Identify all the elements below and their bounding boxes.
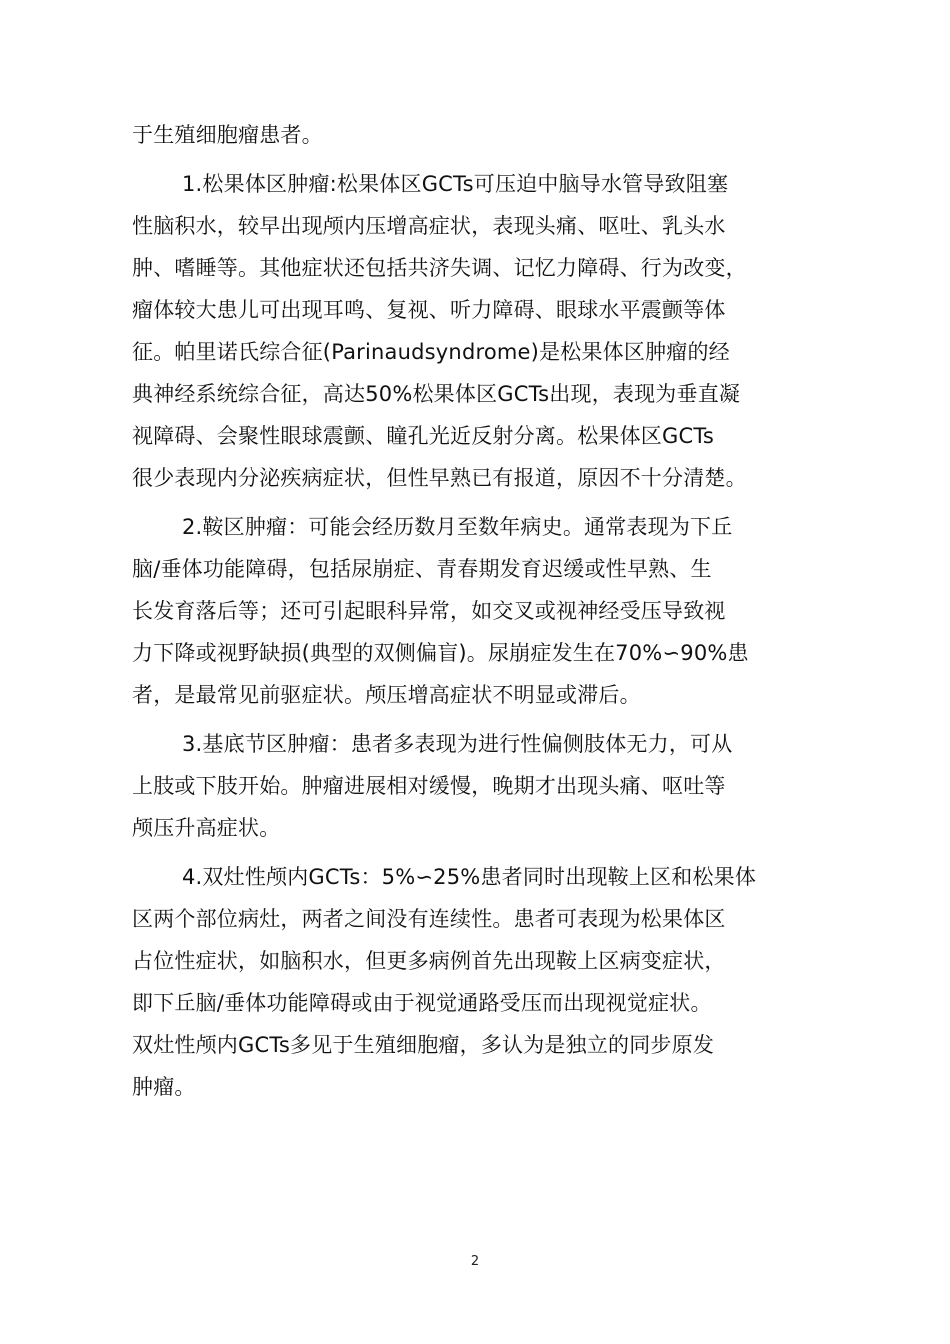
text-line: 典神经系统综合征，高达50%松果体区GCTs出现，表现为垂直凝 xyxy=(132,382,741,406)
text-line: 颅压升高症状。 xyxy=(132,816,281,840)
document-body xyxy=(132,114,822,1115)
paragraph-bifocal xyxy=(132,856,822,1108)
text-line: 性脑积水，较早出现颅内压增高症状，表现头痛、呕吐、乳头水 xyxy=(132,214,726,238)
text-line: 1.松果体区肿瘤:松果体区GCTs可压迫中脑导水管导致阻塞 xyxy=(182,172,729,196)
text-line: 3.基底节区肿瘤：患者多表现为进行性偏侧肢体无力，可从 xyxy=(182,732,733,756)
page-number: 2 xyxy=(470,1254,480,1269)
text-line: 占位性症状，如脑积水，但更多病例首先出现鞍上区病变症状， xyxy=(132,949,726,973)
text-line: 长发育落后等；还可引起眼科异常，如交叉或视神经受压导致视 xyxy=(132,599,726,623)
text-line: 脑/垂体功能障碍，包括尿崩症、青春期发育迟缓或性早熟、生 xyxy=(132,557,712,581)
text-line: 者，是最常见前驱症状。颅压增高症状不明显或滞后。 xyxy=(132,683,641,707)
text-line: 区两个部位病灶，两者之间没有连续性。患者可表现为松果体区 xyxy=(132,907,726,931)
text-line: 双灶性颅内GCTs多见于生殖细胞瘤，多认为是独立的同步原发 xyxy=(132,1033,715,1057)
text-line: 肿、嗜睡等。其他症状还包括共济失调、记忆力障碍、行为改变， xyxy=(132,256,747,280)
paragraph-continuation xyxy=(132,114,822,156)
text-line: 于生殖细胞瘤患者。 xyxy=(132,123,323,147)
text-line: 4.双灶性颅内GCTs：5%∽25%患者同时出现鞍上区和松果体 xyxy=(182,865,757,889)
text-line: 征。帕里诺氏综合征(Parinaudsyndrome)是松果体区肿瘤的经 xyxy=(132,340,730,364)
text-line: 肿瘤。 xyxy=(132,1075,196,1099)
text-line: 视障碍、会聚性眼球震颤、瞳孔光近反射分离。松果体区GCTs xyxy=(132,424,715,448)
text-line: 力下降或视野缺损(典型的双侧偏盲)。尿崩症发生在70%∽90%患 xyxy=(132,641,749,665)
text-line: 2.鞍区肿瘤：可能会经历数月至数年病史。通常表现为下丘 xyxy=(182,515,733,539)
text-line: 很少表现内分泌疾病症状，但性早熟已有报道，原因不十分清楚。 xyxy=(132,466,747,490)
text-line: 瘤体较大患儿可出现耳鸣、复视、听力障碍、眼球水平震颤等体 xyxy=(132,298,726,322)
text-line: 上肢或下肢开始。肿瘤进展相对缓慢，晚期才出现头痛、呕吐等 xyxy=(132,774,726,798)
paragraph-pineal-region xyxy=(132,163,822,499)
paragraph-basal-ganglia xyxy=(132,723,822,849)
paragraph-sellar-region xyxy=(132,506,822,716)
text-line: 即下丘脑/垂体功能障碍或由于视觉通路受压而出现视觉症状。 xyxy=(132,991,712,1015)
